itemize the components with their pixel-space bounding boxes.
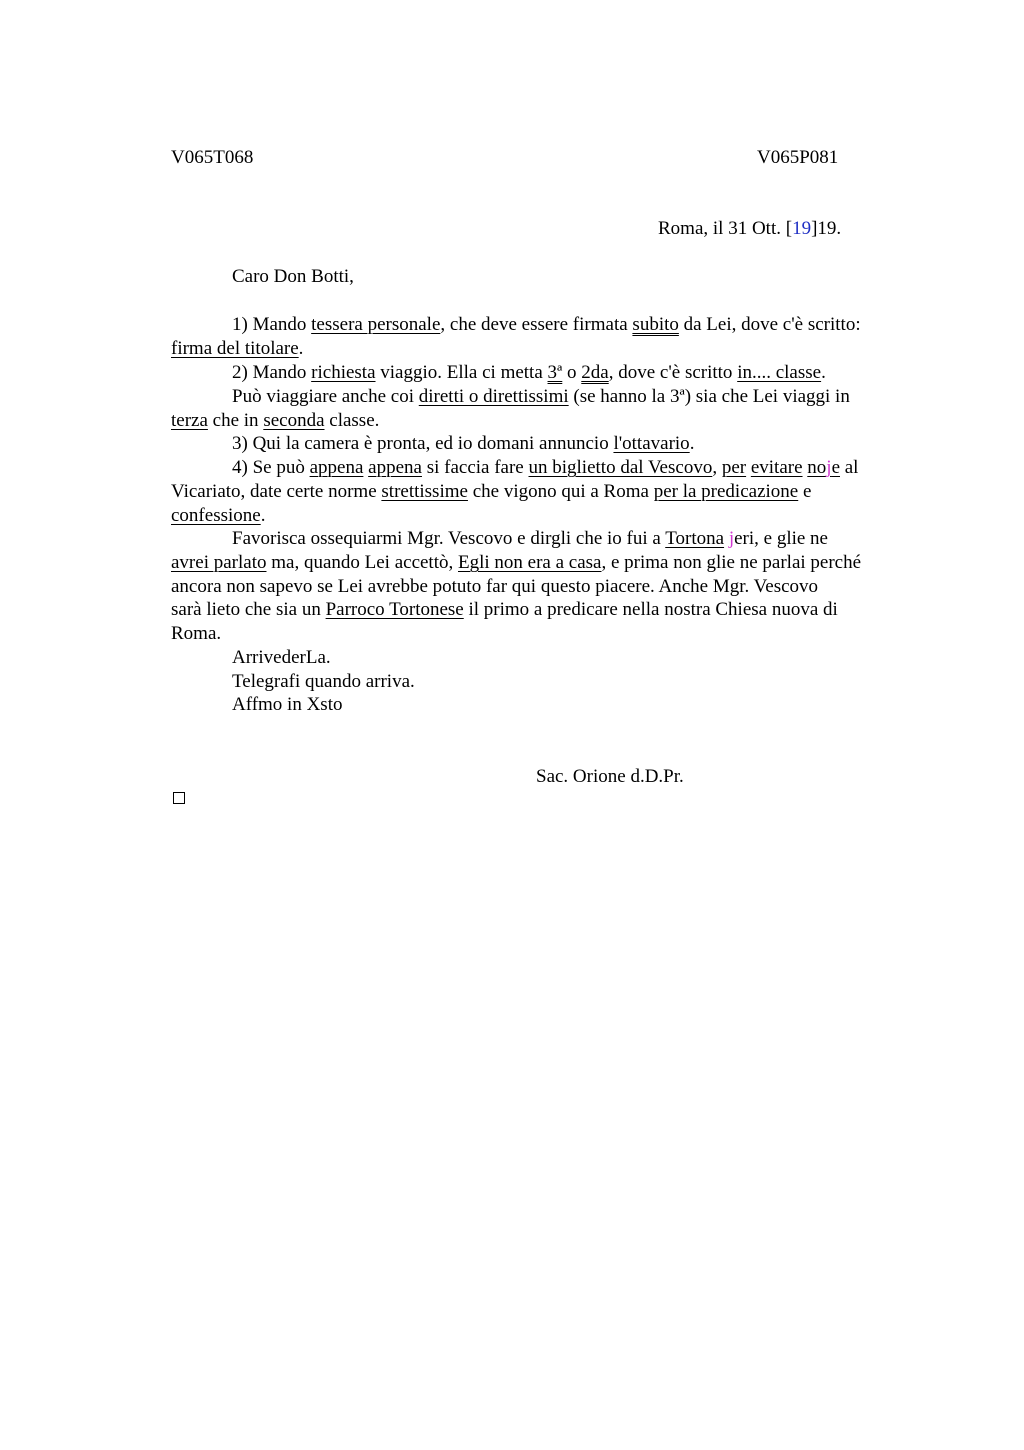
paragraph-1-line-1: 1) Mando tessera personale, che deve essere firmata subito da Lei, dove c'è scritto: xyxy=(232,314,861,335)
paragraph-5-line-3: ancora non sapevo se Lei avrebbe potuto far qui questo piacere. Anche Mgr. Vescovo xyxy=(171,576,819,597)
variant-letter: j xyxy=(728,528,735,549)
editorial-insertion: 19 xyxy=(792,218,812,239)
salutation: Caro Don Botti, xyxy=(232,266,354,287)
signature: Sac. Orione d.D.Pr. xyxy=(536,766,684,787)
variant-letter: j xyxy=(826,457,832,478)
paragraph-3-line-1: 3) Qui la camera è pronta, ed io domani annuncio l'ottavario. xyxy=(232,433,695,454)
closing-line-1: ArrivederLa. xyxy=(232,647,331,668)
paragraph-4-line-3: confessione. xyxy=(171,505,266,526)
square-outline-icon xyxy=(173,792,185,804)
paragraph-5-line-5: Roma. xyxy=(171,623,222,644)
document-code-right: V065P081 xyxy=(757,147,839,168)
paragraph-2b-line-2: terza che in seconda classe. xyxy=(171,410,380,431)
closing-line-2: Telegrafi quando arriva. xyxy=(232,671,415,692)
paragraph-5-line-1: Favorisca ossequiarmi Mgr. Vescovo e dirgli che io fui a Tortona jeri, e glie ne xyxy=(232,528,828,549)
closing-line-3: Affmo in Xsto xyxy=(232,694,343,715)
letter-date: Roma, il 31 Ott. [19]19. xyxy=(658,218,842,239)
paragraph-2-line-1: 2) Mando richiesta viaggio. Ella ci metta 3ª o 2da, dove c'è scritto in.... classe. xyxy=(232,362,826,383)
paragraph-5-line-2: avrei parlato ma, quando Lei accettò, Egli non era a casa, e prima non glie ne parlai perché xyxy=(171,552,862,573)
document-code-left: V065T068 xyxy=(171,147,254,168)
paragraph-2b-line-1: Può viaggiare anche coi diretti o direttissimi (se hanno la 3ª) sia che Lei viaggi in xyxy=(232,386,850,407)
paragraph-4-line-1: 4) Se può appena appena si faccia fare un biglietto dal Vescovo, per evitare noje al xyxy=(232,457,859,478)
paragraph-5-line-4: sarà lieto che sia un Parroco Tortonese il primo a predicare nella nostra Chiesa nuova di xyxy=(171,599,838,620)
paragraph-4-line-2: Vicariato, date certe norme strettissime che vigono qui a Roma per la predicazione e xyxy=(171,481,812,502)
paragraph-1-line-2: firma del titolare. xyxy=(171,338,304,359)
